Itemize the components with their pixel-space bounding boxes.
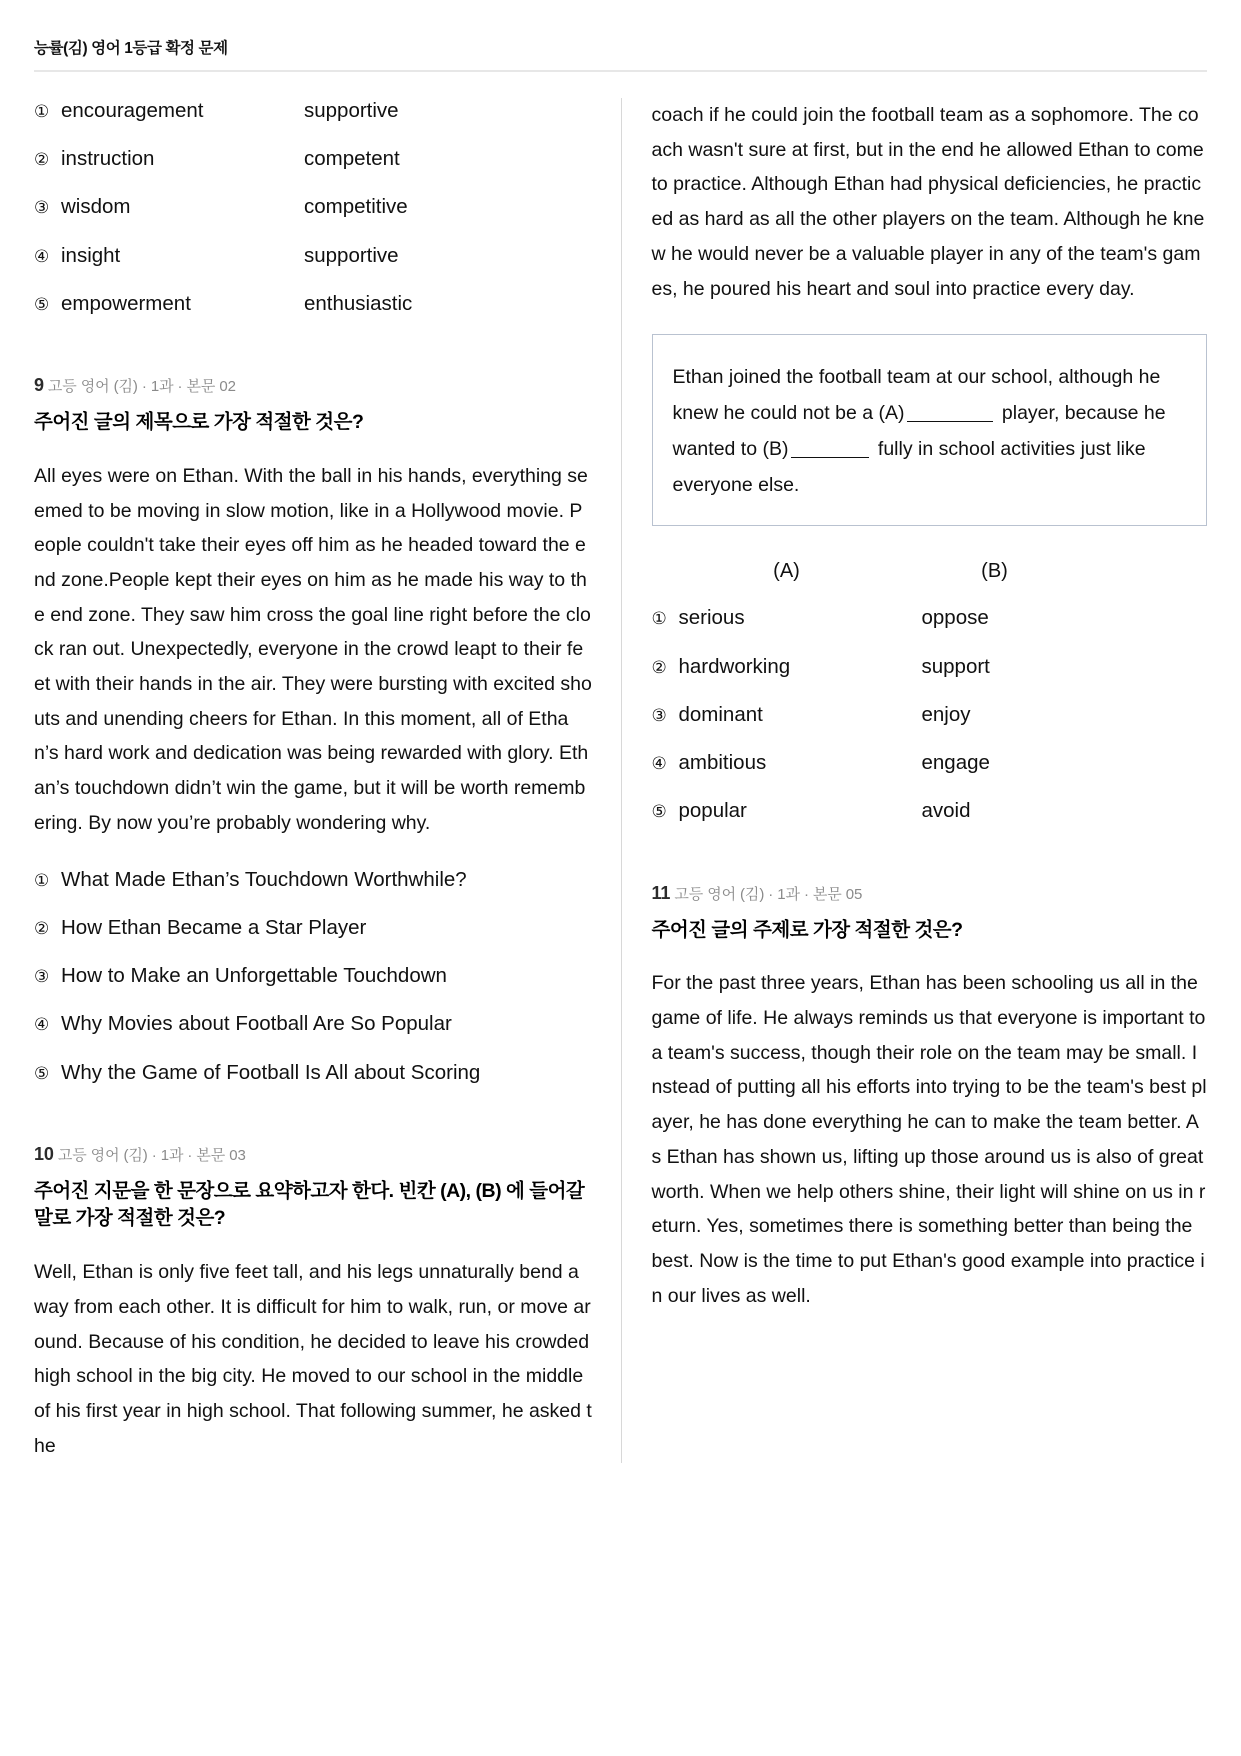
choice-option-a: popular bbox=[678, 799, 747, 823]
choice-number: ② bbox=[34, 918, 50, 938]
choice-row[interactable] bbox=[34, 915, 593, 941]
choice-text: What Made Ethan’s Touchdown Worthwhile? bbox=[61, 867, 467, 891]
choice-text: Why Movies about Football Are So Popular bbox=[61, 1012, 452, 1036]
choice-number: ④ bbox=[34, 246, 50, 266]
choice-number: ③ bbox=[34, 198, 50, 218]
question-10-passage: Well, Ethan is only five feet tall, and his legs unnaturally bend away from each other. It is difficult for him to walk, run, or move around. Because of his condition, he decided to leave his crowded high school in the big city. He moved to our school in the middle of his first year in high school. That following summer, he asked the bbox=[34, 1261, 592, 1457]
choice-number: ① bbox=[34, 102, 50, 121]
choice-row[interactable] bbox=[652, 605, 1208, 631]
choice-number: ② bbox=[651, 657, 667, 677]
summary-text bbox=[673, 359, 1187, 503]
question-11-prompt: 주어진 글의 주제로 가장 적절한 것은? bbox=[651, 918, 963, 941]
choice-option-b: engage bbox=[921, 751, 990, 775]
choice-option-b: oppose bbox=[921, 606, 989, 630]
choice-option-a: empowerment bbox=[61, 291, 191, 315]
choice-option-a: insight bbox=[61, 243, 121, 267]
choice-row[interactable] bbox=[34, 194, 593, 220]
choice-row[interactable] bbox=[34, 1011, 593, 1037]
question-11-meta bbox=[652, 883, 1208, 904]
choice-row[interactable] bbox=[652, 798, 1208, 824]
choice-number: ⑤ bbox=[34, 1063, 50, 1083]
question-10-prompt: 주어진 지문을 한 문장으로 요약하고자 한다. 빈칸 (A), (B) 에 들어갈 말로 가장 적절한 것은? bbox=[34, 1179, 585, 1230]
document-title: 능률(김) 영어 1등급 확정 문제 bbox=[34, 40, 228, 57]
left-column bbox=[34, 98, 621, 1463]
blank-a bbox=[907, 421, 993, 422]
question-10-number: 10 bbox=[34, 1143, 54, 1164]
choice-option-a: ambitious bbox=[678, 751, 767, 775]
choice-row[interactable] bbox=[34, 1060, 593, 1086]
question-9-number: 9 bbox=[34, 375, 44, 396]
choice-option-a: hardworking bbox=[678, 654, 791, 678]
summary-part-2: player, because he wanted to (B) bbox=[672, 402, 1166, 461]
choice-number: ① bbox=[651, 609, 667, 629]
document-header bbox=[34, 30, 1207, 72]
choice-number: ③ bbox=[651, 705, 667, 725]
right-column bbox=[621, 98, 1208, 1463]
choice-option-b: competitive bbox=[304, 195, 408, 219]
choice-option-b: avoid bbox=[921, 799, 971, 823]
choice-row[interactable] bbox=[652, 654, 1208, 680]
ab-column-headers bbox=[652, 560, 1208, 583]
choice-row[interactable] bbox=[652, 702, 1208, 728]
choice-number: ④ bbox=[34, 1015, 50, 1035]
choice-option-a: instruction bbox=[61, 147, 155, 171]
choice-option-a: wisdom bbox=[61, 195, 131, 219]
label-a: (A) bbox=[773, 560, 800, 583]
question-9-choice-list bbox=[34, 867, 593, 1086]
choice-option-b: supportive bbox=[304, 243, 399, 267]
question-10-passage-continued: coach if he could join the football team as a sophomore. The coach wasn't sure at first, but in the end he allowed Ethan to come to practice. Although Ethan had physical deficiencies, he practiced as hard as all the other players on the team. Although he knew he would never be a valuable player in any of the team's games, he poured his heart and soul into practice every day. bbox=[651, 104, 1205, 300]
summary-part-1: Ethan joined the football team at our school, although he knew he could not be a (A) bbox=[672, 366, 1161, 425]
choice-option-b: competent bbox=[304, 147, 400, 171]
choice-row[interactable] bbox=[34, 963, 593, 989]
choice-row[interactable] bbox=[652, 750, 1208, 776]
choice-text: How Ethan Became a Star Player bbox=[61, 915, 367, 939]
choice-row[interactable] bbox=[34, 867, 593, 893]
choice-number: ② bbox=[34, 150, 50, 170]
choice-row[interactable] bbox=[34, 243, 593, 269]
choice-option-b: enjoy bbox=[921, 702, 971, 726]
choice-number: ④ bbox=[651, 754, 667, 774]
question-11-passage: For the past three years, Ethan has been schooling us all in the game of life. He always reminds us that everyone is important to a team's success, though their role on the team may be small. Instead of putting all his efforts into trying to be the team's best player, he has done everything he can to make the team better. As Ethan has shown us, lifting up those around us is also of great worth. When we help others shine, their light will shine on us in return. Yes, sometimes there is something better than being the best. Now is the time to put Ethan's good example into practice in our lives as well. bbox=[651, 972, 1207, 1307]
choice-number: ③ bbox=[34, 967, 50, 987]
choice-option-a: serious bbox=[678, 606, 745, 630]
summary-box bbox=[652, 334, 1208, 526]
choice-option-a: dominant bbox=[678, 702, 763, 726]
question-10-source: 고등 영어 (김) · 1과 · 본문 03 bbox=[57, 1146, 246, 1164]
label-b: (B) bbox=[981, 560, 1008, 583]
choice-option-b: support bbox=[921, 654, 990, 678]
choice-number: ⑤ bbox=[651, 802, 667, 822]
question-9-passage: All eyes were on Ethan. With the ball in his hands, everything seemed to be moving in slow motion, like in a Hollywood movie. People couldn't take their eyes off him as he headed toward the end zone.People kept their eyes on him as he made his way to the end zone. They saw him cross the goal line right before the clock ran out. Unexpectedly, everyone in the crowd leapt to their feet with their hands in the air. They were bursting with excited shouts and unending cheers for Ethan. In this moment, all of Ethan’s hard work and dedication was being rewarded with glory. Ethan’s touchdown didn’t win the game, but it will be worth remembering. By now you’re probably wondering why. bbox=[34, 464, 592, 834]
choice-row[interactable] bbox=[34, 146, 593, 172]
question-11-source: 고등 영어 (김) · 1과 · 본문 05 bbox=[674, 885, 863, 903]
choice-option-b: enthusiastic bbox=[304, 291, 413, 315]
question-9-source: 고등 영어 (김) · 1과 · 본문 02 bbox=[47, 378, 236, 396]
choice-number: ① bbox=[34, 870, 50, 890]
choice-option-a: encouragement bbox=[61, 99, 204, 122]
question-9-meta bbox=[34, 375, 593, 396]
choice-option-b: supportive bbox=[304, 99, 399, 122]
two-column-body bbox=[34, 98, 1207, 1463]
blank-b bbox=[791, 457, 869, 458]
carryover-choice-list bbox=[34, 98, 593, 317]
choice-row[interactable] bbox=[34, 98, 593, 124]
summary-part-3: fully in school activities just like everyone else. bbox=[672, 438, 1146, 497]
choice-text: How to Make an Unforgettable Touchdown bbox=[61, 964, 447, 988]
choice-number: ⑤ bbox=[34, 294, 50, 314]
question-10 bbox=[34, 1144, 593, 1464]
question-10-meta bbox=[34, 1144, 593, 1165]
question-11-number: 11 bbox=[651, 882, 671, 903]
choice-text: Why the Game of Football Is All about Scoring bbox=[61, 1060, 481, 1084]
question-11 bbox=[652, 883, 1208, 1314]
question-9 bbox=[34, 375, 593, 1086]
question-9-prompt: 주어진 글의 제목으로 가장 적절한 것은? bbox=[34, 411, 364, 434]
choice-row[interactable] bbox=[34, 291, 593, 317]
question-10-choice-list bbox=[652, 605, 1208, 824]
